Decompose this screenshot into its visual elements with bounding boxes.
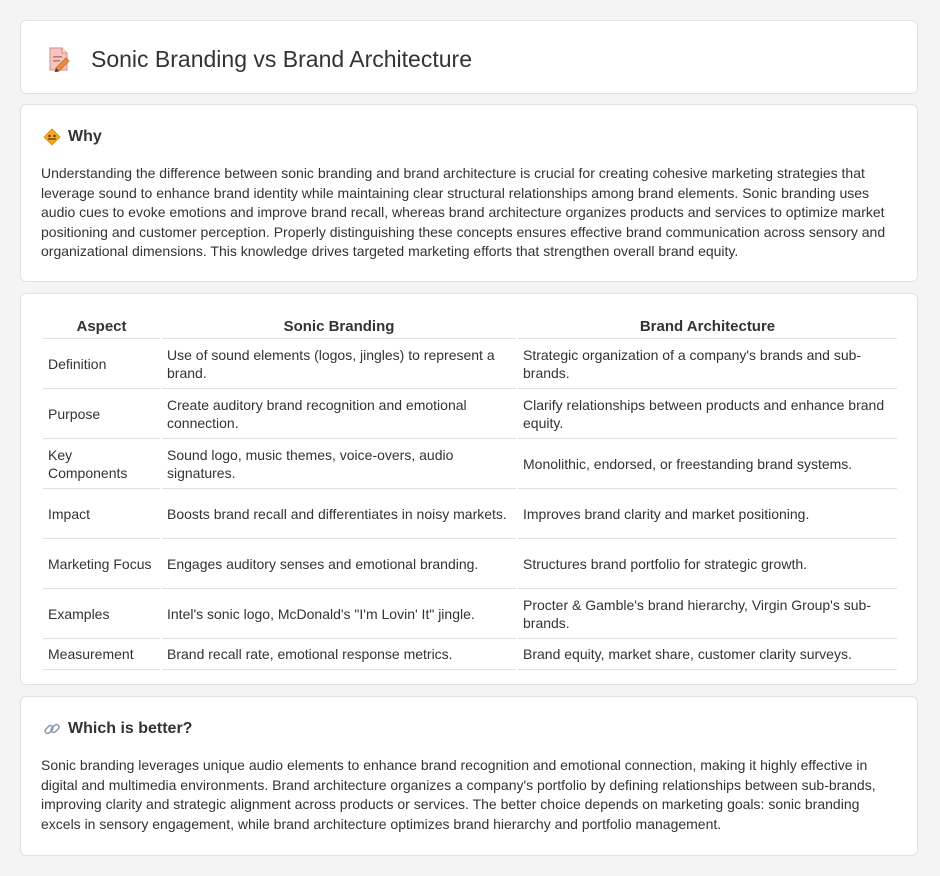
sonic-cell: Intel's sonic logo, McDonald's "I'm Lovin' It" jingle. [161,589,517,639]
comparison-table [43,316,897,670]
why-title: Why [68,128,102,145]
sonic-cell: Boosts brand recall and differentiates in noisy markets. [161,489,517,539]
table-row [43,639,897,670]
architecture-cell: Strategic organization of a company's brands and sub-brands. [517,339,897,389]
table-header-row [43,316,897,339]
header-sonic-branding: Sonic Branding [161,316,517,339]
diamond-sign-icon [43,128,61,146]
architecture-cell: Structures brand portfolio for strategic growth. [517,539,897,589]
sonic-cell: Sound logo, music themes, voice-overs, audio signatures. [161,439,517,489]
aspect-cell: Measurement [43,639,161,670]
aspect-cell: Purpose [43,389,161,439]
sonic-cell: Use of sound elements (logos, jingles) to represent a brand. [161,339,517,389]
table-row [43,389,897,439]
why-heading [43,127,102,147]
aspect-cell: Examples [43,589,161,639]
table-row [43,339,897,389]
page-title: Sonic Branding vs Brand Architecture [91,46,472,72]
header-aspect: Aspect [43,316,161,339]
sonic-cell: Brand recall rate, emotional response metrics. [161,639,517,670]
better-heading [43,719,192,739]
architecture-cell: Procter & Gamble's brand hierarchy, Virgin Group's sub-brands. [517,589,897,639]
architecture-cell: Monolithic, endorsed, or freestanding brand systems. [517,439,897,489]
title-row [47,45,472,73]
why-body: Understanding the difference between sonic branding and brand architecture is crucial for creating cohesive marketing strategies that leverage sound to enhance brand identity while maintaining clear structural relationships among brand elements. Sonic branding uses audio cues to evoke emotions and improve brand recall, whereas brand architecture organizes products and services to optimize market positioning and customer perception. Properly distinguishing these concepts ensures effective brand communication across sensory and organizational dimensions. This knowledge drives targeted marketing efforts that strengthen overall brand equity. [41,165,886,260]
better-body: Sonic branding leverages unique audio elements to enhance brand recognition and emotional connection, making it highly effective in digital and multimedia environments. Brand architecture organizes a company's portfolio by defining relationships between sub-brands, improving clarity and strategic alignment across products or services. The better choice depends on marketing goals: sonic branding excels in sensory engagement, while brand architecture optimizes brand hierarchy and portfolio management. [41,757,876,832]
aspect-cell: Definition [43,339,161,389]
table-row [43,489,897,539]
why-card [20,104,918,282]
title-card [20,20,918,94]
better-title: Which is better? [68,720,193,737]
aspect-cell: Marketing Focus [43,539,161,589]
document-pencil-icon [47,46,71,72]
comparison-card [20,293,918,685]
sonic-cell: Engages auditory senses and emotional branding. [161,539,517,589]
table-row [43,589,897,639]
aspect-cell: Impact [43,489,161,539]
better-card [20,696,918,856]
header-brand-architecture: Brand Architecture [517,316,897,339]
link-icon [43,720,61,738]
table-row [43,439,897,489]
sonic-cell: Create auditory brand recognition and emotional connection. [161,389,517,439]
architecture-cell: Clarify relationships between products and enhance brand equity. [517,389,897,439]
aspect-cell: Key Components [43,439,161,489]
architecture-cell: Improves brand clarity and market positioning. [517,489,897,539]
architecture-cell: Brand equity, market share, customer clarity surveys. [517,639,897,670]
table-row [43,539,897,589]
